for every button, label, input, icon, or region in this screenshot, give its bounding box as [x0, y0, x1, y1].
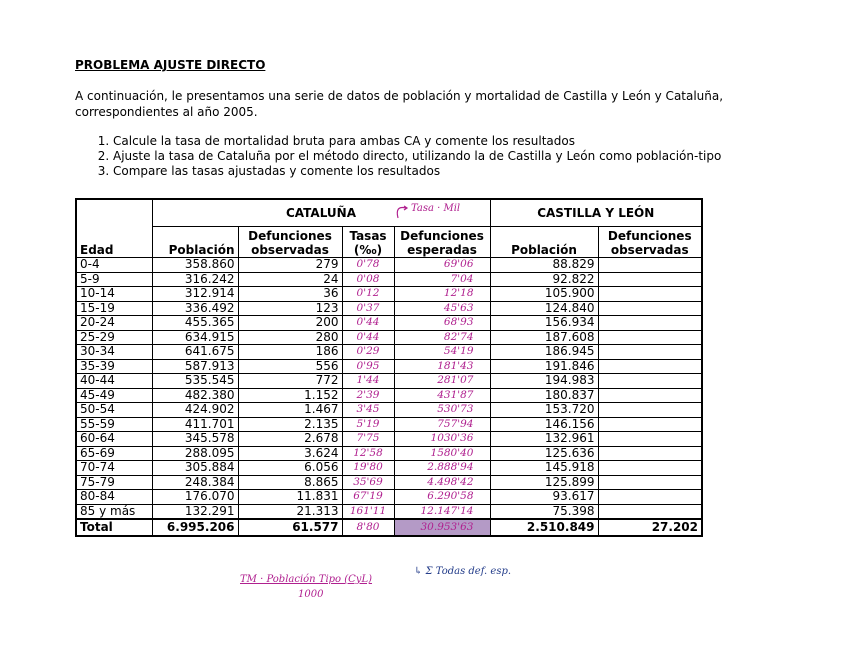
note-sum-expected: ↳ Σ Todas def. esp. [414, 566, 512, 577]
row-edad: 65-69 [76, 446, 152, 461]
row-poblacion-cat: 132.291 [152, 504, 238, 519]
row-edad: 40-44 [76, 374, 152, 389]
row-defunciones-esperadas: 2.888'94 [394, 461, 490, 476]
row-defunciones-cat: 24 [238, 272, 342, 287]
row-poblacion-cat: 424.902 [152, 403, 238, 418]
row-tasa: 0'37 [342, 301, 394, 316]
row-defunciones-esperadas: 431'87 [394, 388, 490, 403]
row-edad: 75-79 [76, 475, 152, 490]
total-poblacion-cat: 6.995.206 [152, 519, 238, 536]
task-list [75, 134, 775, 179]
header-edad: Edad [76, 199, 152, 258]
row-poblacion-cyl: 145.918 [490, 461, 598, 476]
table-row [76, 301, 702, 316]
row-poblacion-cyl: 156.934 [490, 316, 598, 331]
row-poblacion-cyl: 125.636 [490, 446, 598, 461]
row-edad: 0-4 [76, 258, 152, 273]
table-row [76, 258, 702, 273]
row-poblacion-cyl: 92.822 [490, 272, 598, 287]
row-tasa: 67'19 [342, 490, 394, 505]
row-edad: 10-14 [76, 287, 152, 302]
row-poblacion-cyl: 180.837 [490, 388, 598, 403]
row-defunciones-cyl [598, 287, 702, 302]
row-defunciones-esperadas: 1030'36 [394, 432, 490, 447]
header-defunciones-esperadas: Defunciones esperadas [394, 227, 490, 258]
row-defunciones-cyl [598, 403, 702, 418]
row-defunciones-cat: 186 [238, 345, 342, 360]
total-defunciones-esperadas: 30.953'63 [394, 519, 490, 536]
header-poblacion-cat: Población [152, 227, 238, 258]
row-poblacion-cyl: 146.156 [490, 417, 598, 432]
row-tasa: 1'44 [342, 374, 394, 389]
header-group-castilla-leon: CASTILLA Y LEÓN [490, 199, 702, 227]
row-poblacion-cat: 345.578 [152, 432, 238, 447]
row-defunciones-esperadas: 530'73 [394, 403, 490, 418]
table-row [76, 432, 702, 447]
row-defunciones-cyl [598, 417, 702, 432]
row-defunciones-cat: 3.624 [238, 446, 342, 461]
intro-paragraph: A continuación, le presentamos una serie de datos de población y mortalidad de Castilla y León y Cataluña, correspondientes al año 2005. [75, 89, 724, 119]
total-defunciones-cat: 61.577 [238, 519, 342, 536]
row-tasa: 161'11 [342, 504, 394, 519]
row-defunciones-cat: 2.135 [238, 417, 342, 432]
row-defunciones-cat: 772 [238, 374, 342, 389]
table-row [76, 403, 702, 418]
arrow-icon [392, 204, 412, 220]
row-defunciones-cyl [598, 330, 702, 345]
row-tasa: 0'44 [342, 316, 394, 331]
row-defunciones-esperadas: 45'63 [394, 301, 490, 316]
task-item: 2. Ajuste la tasa de Cataluña por el método directo, utilizando la de Castilla y León como población-tipo [113, 149, 775, 164]
row-defunciones-cat: 280 [238, 330, 342, 345]
row-poblacion-cyl: 125.899 [490, 475, 598, 490]
row-tasa: 0'95 [342, 359, 394, 374]
row-defunciones-esperadas: 69'06 [394, 258, 490, 273]
row-edad: 55-59 [76, 417, 152, 432]
row-poblacion-cyl: 194.983 [490, 374, 598, 389]
row-poblacion-cat: 455.365 [152, 316, 238, 331]
row-edad: 20-24 [76, 316, 152, 331]
row-tasa: 35'69 [342, 475, 394, 490]
row-poblacion-cat: 336.492 [152, 301, 238, 316]
row-poblacion-cat: 634.915 [152, 330, 238, 345]
row-defunciones-esperadas: 281'07 [394, 374, 490, 389]
row-defunciones-cyl [598, 272, 702, 287]
row-poblacion-cat: 248.384 [152, 475, 238, 490]
row-defunciones-esperadas: 181'43 [394, 359, 490, 374]
row-defunciones-cat: 21.313 [238, 504, 342, 519]
table-row [76, 345, 702, 360]
row-tasa: 19'80 [342, 461, 394, 476]
row-edad: 25-29 [76, 330, 152, 345]
row-edad: 15-19 [76, 301, 152, 316]
row-poblacion-cyl: 187.608 [490, 330, 598, 345]
row-defunciones-esperadas: 82'74 [394, 330, 490, 345]
table-row [76, 330, 702, 345]
total-row [76, 519, 702, 536]
row-tasa: 0'44 [342, 330, 394, 345]
row-poblacion-cyl: 88.829 [490, 258, 598, 273]
row-poblacion-cat: 641.675 [152, 345, 238, 360]
mortality-table [75, 198, 703, 537]
row-poblacion-cat: 312.914 [152, 287, 238, 302]
row-poblacion-cyl: 124.840 [490, 301, 598, 316]
row-poblacion-cat: 535.545 [152, 374, 238, 389]
document [75, 58, 775, 179]
task-item: 3. Compare las tasas ajustadas y comente los resultados [113, 164, 775, 179]
table-row [76, 475, 702, 490]
total-poblacion-cyl: 2.510.849 [490, 519, 598, 536]
row-defunciones-cyl [598, 446, 702, 461]
row-defunciones-cat: 200 [238, 316, 342, 331]
row-defunciones-cyl [598, 345, 702, 360]
table-row [76, 287, 702, 302]
row-poblacion-cat: 482.380 [152, 388, 238, 403]
row-tasa: 5'19 [342, 417, 394, 432]
row-defunciones-esperadas: 4.498'42 [394, 475, 490, 490]
table-row [76, 374, 702, 389]
row-defunciones-cat: 123 [238, 301, 342, 316]
table-row [76, 446, 702, 461]
row-poblacion-cat: 358.860 [152, 258, 238, 273]
row-defunciones-cyl [598, 258, 702, 273]
row-defunciones-cyl [598, 301, 702, 316]
row-poblacion-cyl: 105.900 [490, 287, 598, 302]
header-defunciones-cyl: Defunciones observadas [598, 227, 702, 258]
row-poblacion-cyl: 153.720 [490, 403, 598, 418]
row-poblacion-cat: 288.095 [152, 446, 238, 461]
row-defunciones-esperadas: 68'93 [394, 316, 490, 331]
table-row [76, 461, 702, 476]
row-defunciones-cyl [598, 432, 702, 447]
table-row [76, 272, 702, 287]
row-defunciones-cyl [598, 475, 702, 490]
row-tasa: 0'29 [342, 345, 394, 360]
table-row [76, 316, 702, 331]
row-poblacion-cat: 587.913 [152, 359, 238, 374]
row-tasa: 2'39 [342, 388, 394, 403]
row-poblacion-cyl: 186.945 [490, 345, 598, 360]
row-tasa: 7'75 [342, 432, 394, 447]
row-defunciones-cat: 279 [238, 258, 342, 273]
row-poblacion-cat: 176.070 [152, 490, 238, 505]
row-edad: 45-49 [76, 388, 152, 403]
table-row [76, 359, 702, 374]
note-formula-numerator: TM · Población Tipo (CyL) [240, 574, 373, 585]
row-tasa: 0'12 [342, 287, 394, 302]
row-defunciones-cyl [598, 461, 702, 476]
total-defunciones-cyl: 27.202 [598, 519, 702, 536]
row-defunciones-cyl [598, 388, 702, 403]
row-poblacion-cyl: 132.961 [490, 432, 598, 447]
table-row [76, 504, 702, 519]
row-defunciones-cat: 2.678 [238, 432, 342, 447]
note-tasa-mil: Tasa · Mil [411, 203, 461, 214]
row-edad: 70-74 [76, 461, 152, 476]
row-defunciones-cat: 1.152 [238, 388, 342, 403]
row-defunciones-cat: 8.865 [238, 475, 342, 490]
row-tasa: 0'78 [342, 258, 394, 273]
row-edad: 50-54 [76, 403, 152, 418]
table-row [76, 417, 702, 432]
row-defunciones-esperadas: 7'04 [394, 272, 490, 287]
row-defunciones-cyl [598, 490, 702, 505]
row-defunciones-cat: 556 [238, 359, 342, 374]
table-body [76, 258, 702, 520]
header-group-cataluna: CATALUÑA [152, 199, 490, 227]
row-edad: 85 y más [76, 504, 152, 519]
header-defunciones-cat: Defunciones observadas [238, 227, 342, 258]
row-defunciones-cat: 11.831 [238, 490, 342, 505]
row-poblacion-cat: 411.701 [152, 417, 238, 432]
row-edad: 60-64 [76, 432, 152, 447]
row-defunciones-esperadas: 6.290'58 [394, 490, 490, 505]
task-item: 1. Calcule la tasa de mortalidad bruta para ambas CA y comente los resultados [113, 134, 775, 149]
row-defunciones-esperadas: 54'19 [394, 345, 490, 360]
row-poblacion-cat: 316.242 [152, 272, 238, 287]
row-edad: 35-39 [76, 359, 152, 374]
table-row [76, 388, 702, 403]
row-defunciones-cyl [598, 504, 702, 519]
row-tasa: 0'08 [342, 272, 394, 287]
row-edad: 80-84 [76, 490, 152, 505]
table-row [76, 490, 702, 505]
row-poblacion-cyl: 191.846 [490, 359, 598, 374]
row-defunciones-cyl [598, 359, 702, 374]
row-defunciones-cat: 36 [238, 287, 342, 302]
total-tasa: 8'80 [342, 519, 394, 536]
row-poblacion-cyl: 75.398 [490, 504, 598, 519]
row-defunciones-cyl [598, 316, 702, 331]
page-title: PROBLEMA AJUSTE DIRECTO [75, 58, 266, 72]
row-tasa: 3'45 [342, 403, 394, 418]
row-defunciones-cyl [598, 374, 702, 389]
row-defunciones-esperadas: 1580'40 [394, 446, 490, 461]
row-defunciones-esperadas: 757'94 [394, 417, 490, 432]
note-formula-denominator: 1000 [298, 589, 324, 600]
row-poblacion-cat: 305.884 [152, 461, 238, 476]
total-label: Total [76, 519, 152, 536]
row-defunciones-cat: 1.467 [238, 403, 342, 418]
row-edad: 5-9 [76, 272, 152, 287]
header-poblacion-cyl: Población [490, 227, 598, 258]
row-defunciones-esperadas: 12'18 [394, 287, 490, 302]
row-poblacion-cyl: 93.617 [490, 490, 598, 505]
header-tasas: Tasas (‰) [342, 227, 394, 258]
row-tasa: 12'58 [342, 446, 394, 461]
row-edad: 30-34 [76, 345, 152, 360]
row-defunciones-cat: 6.056 [238, 461, 342, 476]
row-defunciones-esperadas: 12.147'14 [394, 504, 490, 519]
